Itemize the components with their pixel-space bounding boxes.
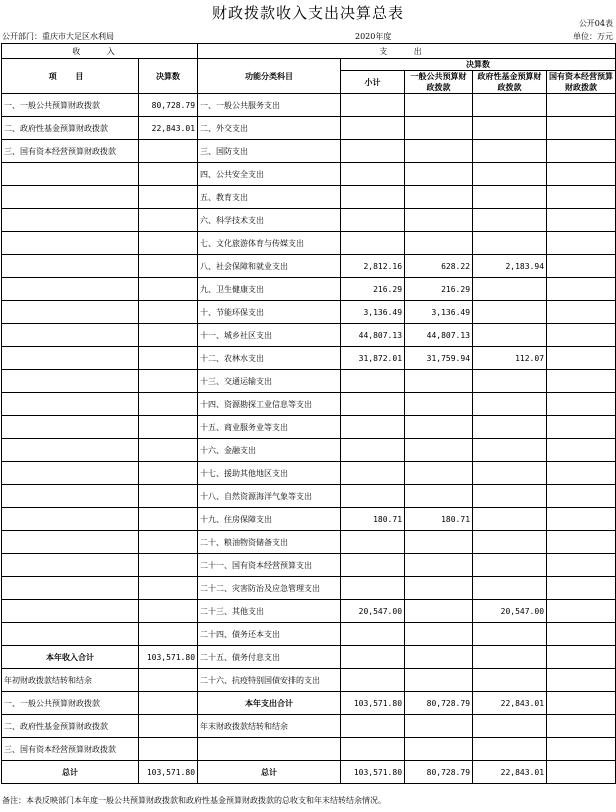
gov-fund-cell	[473, 715, 547, 738]
table-row	[2, 646, 616, 669]
gov-fund-cell: 22,843.01	[473, 761, 547, 784]
general-budget-cell: 216.29	[405, 278, 473, 301]
state-capital-cell	[547, 278, 616, 301]
table-row	[2, 554, 616, 577]
general-budget-cell: 44,807.13	[405, 324, 473, 347]
income-amount-cell	[139, 439, 198, 462]
item-cell	[2, 255, 139, 278]
subtotal-cell	[341, 577, 405, 600]
general-budget-cell	[405, 163, 473, 186]
state-capital-cell	[547, 761, 616, 784]
general-budget-cell	[405, 600, 473, 623]
state-capital-cell	[547, 623, 616, 646]
item-cell	[2, 324, 139, 347]
table-row	[2, 692, 616, 715]
income-amount-header: 决算数	[139, 59, 198, 94]
subtotal-cell	[341, 554, 405, 577]
item-cell	[2, 301, 139, 324]
function-subject-cell: 十五、商业服务业等支出	[198, 416, 341, 439]
gov-fund-cell	[473, 669, 547, 692]
gov-fund-cell	[473, 278, 547, 301]
income-amount-cell	[139, 485, 198, 508]
function-subject-cell: 二十二、灾害防治及应急管理支出	[198, 577, 341, 600]
income-amount-cell	[139, 301, 198, 324]
function-subject-cell: 年末财政拨款结转和结余	[198, 715, 341, 738]
subtotal-cell	[341, 669, 405, 692]
subtotal-cell	[341, 439, 405, 462]
general-budget-cell	[405, 738, 473, 761]
gov-fund-cell: 20,547.00	[473, 600, 547, 623]
state-capital-cell	[547, 554, 616, 577]
general-budget-cell	[405, 439, 473, 462]
table-row	[2, 209, 616, 232]
function-subject-cell: 十六、金融支出	[198, 439, 341, 462]
table-row	[2, 324, 616, 347]
gov-fund-cell	[473, 439, 547, 462]
table-row	[2, 255, 616, 278]
item-cell	[2, 416, 139, 439]
item-cell	[2, 278, 139, 301]
function-subject-cell: 十一、城乡社区支出	[198, 324, 341, 347]
state-capital-cell	[547, 301, 616, 324]
general-budget-cell	[405, 623, 473, 646]
gov-fund-cell	[473, 393, 547, 416]
table-row	[2, 531, 616, 554]
state-capital-cell	[547, 485, 616, 508]
item-cell	[2, 232, 139, 255]
item-cell: 一、一般公共预算财政拨款	[2, 692, 139, 715]
item-cell	[2, 209, 139, 232]
item-cell	[2, 370, 139, 393]
table-row	[2, 186, 616, 209]
income-amount-cell	[139, 393, 198, 416]
function-subject-cell: 二十六、抗疫特别国债安排的支出	[198, 669, 341, 692]
function-subject-cell: 三、国防支出	[198, 140, 341, 163]
income-amount-cell: 103,571.80	[139, 761, 198, 784]
expense-group-header: 支 出	[198, 44, 616, 59]
subtotal-cell	[341, 531, 405, 554]
function-subject-cell: 十九、住房保障支出	[198, 508, 341, 531]
state-capital-cell	[547, 94, 616, 117]
general-budget-header: 一般公共预算财政拨款	[405, 71, 473, 94]
table-row	[2, 347, 616, 370]
table-row	[2, 600, 616, 623]
subtotal-cell	[341, 646, 405, 669]
income-amount-cell	[139, 347, 198, 370]
general-budget-cell	[405, 416, 473, 439]
general-budget-cell	[405, 646, 473, 669]
gov-fund-header: 政府性基金预算财政拨款	[473, 71, 547, 94]
gov-fund-cell	[473, 232, 547, 255]
income-amount-cell	[139, 232, 198, 255]
item-cell	[2, 186, 139, 209]
general-budget-cell	[405, 209, 473, 232]
item-cell: 总计	[2, 761, 139, 784]
gov-fund-cell	[473, 370, 547, 393]
state-capital-cell	[547, 140, 616, 163]
item-cell: 三、国有资本经营预算财政拨款	[2, 738, 139, 761]
function-subject-cell: 十、节能环保支出	[198, 301, 341, 324]
table-row	[2, 94, 616, 117]
subtotal-cell	[341, 94, 405, 117]
subtotal-cell	[341, 416, 405, 439]
function-subject-cell: 二十三、其他支出	[198, 600, 341, 623]
subtotal-cell: 3,136.49	[341, 301, 405, 324]
gov-fund-cell	[473, 646, 547, 669]
function-subject-cell: 二十一、国有资本经营预算支出	[198, 554, 341, 577]
item-cell	[2, 577, 139, 600]
item-cell	[2, 163, 139, 186]
function-subject-cell: 六、科学技术支出	[198, 209, 341, 232]
income-amount-cell	[139, 531, 198, 554]
gov-fund-cell	[473, 531, 547, 554]
subtotal-cell: 180.71	[341, 508, 405, 531]
subtotal-cell	[341, 393, 405, 416]
general-budget-cell	[405, 370, 473, 393]
subtotal-cell	[341, 623, 405, 646]
income-amount-cell	[139, 324, 198, 347]
state-capital-cell	[547, 531, 616, 554]
function-subject-cell: 二十四、债务还本支出	[198, 623, 341, 646]
function-subject-cell: 九、卫生健康支出	[198, 278, 341, 301]
general-budget-cell: 31,759.94	[405, 347, 473, 370]
function-subject-cell: 十八、自然资源海洋气象等支出	[198, 485, 341, 508]
function-subject-cell: 一、一般公共服务支出	[198, 94, 341, 117]
income-amount-cell: 103,571.80	[139, 646, 198, 669]
form-number: 公开04表	[578, 19, 613, 28]
income-amount-cell	[139, 209, 198, 232]
state-capital-cell	[547, 577, 616, 600]
state-capital-cell	[547, 738, 616, 761]
item-cell	[2, 554, 139, 577]
income-amount-cell	[139, 255, 198, 278]
state-capital-cell	[547, 439, 616, 462]
function-subject-cell: 五、教育支出	[198, 186, 341, 209]
item-cell: 年初财政拨款结转和结余	[2, 669, 139, 692]
function-subject-cell: 四、公共安全支出	[198, 163, 341, 186]
table-row	[2, 508, 616, 531]
table-row	[2, 416, 616, 439]
gov-fund-cell	[473, 485, 547, 508]
subtotal-cell: 103,571.80	[341, 692, 405, 715]
subtotal-cell	[341, 140, 405, 163]
item-cell	[2, 439, 139, 462]
gov-fund-cell	[473, 554, 547, 577]
state-capital-cell	[547, 232, 616, 255]
income-amount-cell	[139, 140, 198, 163]
gov-fund-cell: 2,183.94	[473, 255, 547, 278]
gov-fund-cell	[473, 301, 547, 324]
item-cell	[2, 623, 139, 646]
state-capital-cell	[547, 255, 616, 278]
state-capital-cell	[547, 692, 616, 715]
function-subject-cell: 十七、援助其他地区支出	[198, 462, 341, 485]
general-budget-cell	[405, 531, 473, 554]
income-amount-cell	[139, 186, 198, 209]
table-row	[2, 623, 616, 646]
general-budget-cell	[405, 140, 473, 163]
table-row	[2, 669, 616, 692]
income-amount-cell	[139, 600, 198, 623]
state-capital-cell	[547, 393, 616, 416]
table-row	[2, 577, 616, 600]
function-subject-cell: 二、外交支出	[198, 117, 341, 140]
table-row	[2, 393, 616, 416]
general-budget-cell	[405, 232, 473, 255]
general-budget-cell: 628.22	[405, 255, 473, 278]
income-amount-cell	[139, 508, 198, 531]
function-subject-cell: 二十五、债务付息支出	[198, 646, 341, 669]
unit-label: 单位：万元	[573, 32, 613, 41]
item-cell	[2, 485, 139, 508]
subtotal-cell	[341, 370, 405, 393]
subtotal-cell	[341, 462, 405, 485]
state-capital-cell	[547, 416, 616, 439]
general-budget-cell: 80,728.79	[405, 761, 473, 784]
table-row	[2, 485, 616, 508]
income-group-header: 收 入	[2, 44, 198, 59]
table-row	[2, 462, 616, 485]
table-row	[2, 232, 616, 255]
function-subject-cell: 十二、农林水支出	[198, 347, 341, 370]
state-capital-cell	[547, 117, 616, 140]
income-amount-cell	[139, 462, 198, 485]
income-amount-cell: 80,728.79	[139, 94, 198, 117]
income-amount-cell	[139, 163, 198, 186]
function-subject-header: 功能分类科目	[198, 59, 341, 94]
item-cell: 一、一般公共预算财政拨款	[2, 94, 139, 117]
subtotal-cell	[341, 738, 405, 761]
general-budget-cell	[405, 393, 473, 416]
subtotal-cell: 20,547.00	[341, 600, 405, 623]
subtotal-cell	[341, 209, 405, 232]
function-subject-cell: 二十、粮油物资储备支出	[198, 531, 341, 554]
gov-fund-cell: 112.07	[473, 347, 547, 370]
gov-fund-cell: 22,843.01	[473, 692, 547, 715]
general-budget-cell	[405, 462, 473, 485]
general-budget-cell	[405, 485, 473, 508]
subtotal-cell: 2,812.16	[341, 255, 405, 278]
table-row	[2, 439, 616, 462]
item-cell	[2, 600, 139, 623]
function-subject-cell: 七、文化旅游体育与传媒支出	[198, 232, 341, 255]
income-amount-cell	[139, 669, 198, 692]
general-budget-cell: 3,136.49	[405, 301, 473, 324]
gov-fund-cell	[473, 94, 547, 117]
state-capital-cell	[547, 163, 616, 186]
income-amount-cell	[139, 738, 198, 761]
income-amount-cell	[139, 623, 198, 646]
gov-fund-cell	[473, 623, 547, 646]
table-row	[2, 738, 616, 761]
state-capital-cell	[547, 462, 616, 485]
general-budget-cell	[405, 554, 473, 577]
function-subject-cell: 总计	[198, 761, 341, 784]
income-amount-cell	[139, 554, 198, 577]
item-cell: 二、政府性基金预算财政拨款	[2, 715, 139, 738]
table-row	[2, 278, 616, 301]
item-header: 项 目	[2, 59, 139, 94]
subtotal-cell: 216.29	[341, 278, 405, 301]
table-row	[2, 163, 616, 186]
state-capital-cell	[547, 508, 616, 531]
general-budget-cell	[405, 577, 473, 600]
income-amount-cell	[139, 715, 198, 738]
fiscal-year: 2020年度	[355, 32, 392, 41]
gov-fund-cell	[473, 163, 547, 186]
subtotal-cell: 44,807.13	[341, 324, 405, 347]
state-capital-cell	[547, 209, 616, 232]
gov-fund-cell	[473, 738, 547, 761]
subtotal-header: 小计	[341, 71, 405, 94]
income-amount-cell	[139, 692, 198, 715]
function-subject-cell	[198, 738, 341, 761]
gov-fund-cell	[473, 508, 547, 531]
state-capital-cell	[547, 347, 616, 370]
department-label: 公开部门：重庆市大足区水利局	[2, 32, 114, 41]
subtotal-cell	[341, 232, 405, 255]
item-cell: 二、政府性基金预算财政拨款	[2, 117, 139, 140]
income-amount-cell	[139, 577, 198, 600]
general-budget-cell	[405, 715, 473, 738]
state-capital-cell	[547, 370, 616, 393]
gov-fund-cell	[473, 577, 547, 600]
table-row	[2, 301, 616, 324]
general-budget-cell: 80,728.79	[405, 692, 473, 715]
general-budget-cell	[405, 117, 473, 140]
table-row	[2, 117, 616, 140]
table-row	[2, 140, 616, 163]
gov-fund-cell	[473, 140, 547, 163]
function-subject-cell: 本年支出合计	[198, 692, 341, 715]
income-amount-cell	[139, 278, 198, 301]
subtotal-cell	[341, 186, 405, 209]
settlement-amount-header: 决算数	[341, 59, 616, 71]
income-amount-cell	[139, 416, 198, 439]
state-capital-header: 国有资本经营预算财政拨款	[547, 71, 616, 94]
income-amount-cell	[139, 370, 198, 393]
item-cell: 三、国有资本经营预算财政拨款	[2, 140, 139, 163]
gov-fund-cell	[473, 462, 547, 485]
general-budget-cell	[405, 94, 473, 117]
gov-fund-cell	[473, 416, 547, 439]
item-cell	[2, 347, 139, 370]
subtotal-cell: 31,872.01	[341, 347, 405, 370]
income-amount-cell: 22,843.01	[139, 117, 198, 140]
item-cell	[2, 531, 139, 554]
item-cell	[2, 393, 139, 416]
subtotal-cell: 103,571.80	[341, 761, 405, 784]
general-budget-cell	[405, 186, 473, 209]
item-cell	[2, 462, 139, 485]
general-budget-cell	[405, 669, 473, 692]
item-cell	[2, 508, 139, 531]
state-capital-cell	[547, 324, 616, 347]
function-subject-cell: 十四、资源勘探工业信息等支出	[198, 393, 341, 416]
item-cell: 本年收入合计	[2, 646, 139, 669]
settlement-table	[1, 43, 616, 784]
subtotal-cell	[341, 485, 405, 508]
subtotal-cell	[341, 163, 405, 186]
subtotal-cell	[341, 117, 405, 140]
subtotal-cell	[341, 715, 405, 738]
report-title: 财政拨款收入支出决算总表	[211, 4, 404, 22]
general-budget-cell: 180.71	[405, 508, 473, 531]
footnote: 备注：本表反映部门本年度一般公共预算财政拨款和政府性基金预算财政拨款的总收支和年末结转结余情况。	[2, 796, 386, 805]
state-capital-cell	[547, 600, 616, 623]
table-row	[2, 715, 616, 738]
table-row	[2, 370, 616, 393]
gov-fund-cell	[473, 186, 547, 209]
state-capital-cell	[547, 715, 616, 738]
state-capital-cell	[547, 646, 616, 669]
state-capital-cell	[547, 186, 616, 209]
function-subject-cell: 八、社会保障和就业支出	[198, 255, 341, 278]
gov-fund-cell	[473, 209, 547, 232]
function-subject-cell: 十三、交通运输支出	[198, 370, 341, 393]
state-capital-cell	[547, 669, 616, 692]
gov-fund-cell	[473, 324, 547, 347]
table-row	[2, 761, 616, 784]
gov-fund-cell	[473, 117, 547, 140]
